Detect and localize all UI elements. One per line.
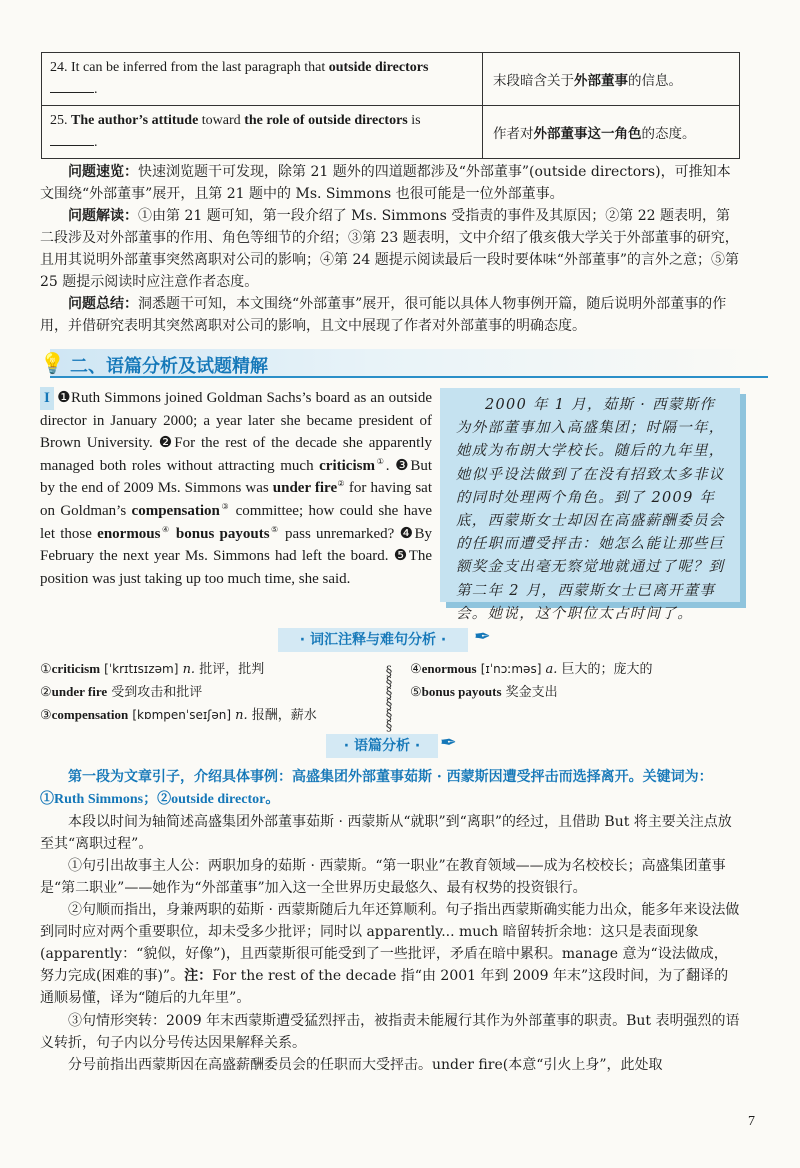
sentence-marker: ❺ bbox=[393, 548, 409, 565]
chain-divider: § § § § § § bbox=[385, 664, 393, 734]
discourse-intro-text: 第一段为文章引子，介绍具体事例：高盛集团外部董事茹斯 · 西蒙斯因遭受抨击而选择离开。关键词为：① bbox=[40, 769, 713, 807]
question-24-en bbox=[42, 53, 483, 106]
question-text: toward bbox=[198, 113, 245, 128]
question-zh-keyword: 外部董事 bbox=[574, 73, 628, 89]
vocab-ipa: [kɒmpenˈseɪʃən] bbox=[132, 708, 231, 722]
sentence-5: The position was just taking up too much time, she said. bbox=[40, 548, 433, 587]
vocab-definition: 奖金支出 bbox=[505, 685, 558, 700]
lightbulb-icon: 💡 bbox=[40, 351, 65, 375]
question-keyword: The author’s attitude bbox=[71, 113, 199, 128]
vocab-pos: n. bbox=[182, 662, 196, 677]
question-end: . bbox=[94, 135, 98, 150]
section-title: 二、语篇分析及试题精解 bbox=[70, 356, 268, 377]
translation-box bbox=[440, 388, 740, 622]
vocab-word: enormous bbox=[97, 525, 161, 542]
sentence-marker: ❷ bbox=[158, 435, 175, 452]
sentence-4: By February the next year Ms. Simmons had left the board. bbox=[40, 525, 433, 565]
discourse-paragraph bbox=[40, 899, 740, 1009]
analysis-overview bbox=[40, 161, 740, 205]
question-zh-text: 的态度。 bbox=[641, 126, 696, 142]
vocab-word: compensation bbox=[51, 707, 129, 722]
answer-blank bbox=[50, 80, 94, 93]
sentence-2: For the rest of the decade she apparently managed both roles without attracting much bbox=[40, 435, 432, 474]
question-keyword: outside directors bbox=[328, 60, 429, 75]
vocab-list-left bbox=[40, 658, 380, 727]
question-number: 24. bbox=[50, 60, 68, 75]
vocab-item bbox=[410, 681, 740, 704]
sentence-marker: ❸ bbox=[395, 457, 411, 474]
analysis-summary bbox=[40, 293, 740, 337]
sentence-3: for having sat on Goldman’s bbox=[40, 480, 432, 519]
quill-icon: ✒ bbox=[440, 730, 457, 754]
vocab-word: criticism bbox=[319, 457, 375, 474]
question-25-zh bbox=[483, 106, 740, 159]
question-25-en bbox=[42, 106, 483, 159]
sentence-marker: ❶ bbox=[56, 390, 71, 406]
vocab-word: bonus payouts bbox=[175, 525, 270, 542]
question-text: It can be inferred from the last paragraph that bbox=[71, 60, 329, 75]
question-row-24 bbox=[42, 53, 740, 106]
vocab-word: compensation bbox=[131, 502, 220, 519]
translation-text: 2000 年 1 月，茹斯 · 西蒙斯作为外部董事加入高盛集团；时隔一年，她成为布朗大学校长。随后的九年里，她似乎设法做到了在没有招致太多非议的同时处理两个角色。到了 2009 年底，西蒙斯女士却因在高盛薪酬委员会的任职而遭受抨击：她怎么能让那些巨额奖金支出毫无察觉地就通过了呢？到第二年 2 月，西蒙斯女士已离开董事会。她说，这个职位太占时间了。 bbox=[456, 397, 725, 622]
question-number: 25. bbox=[50, 113, 68, 128]
analysis-text: 洞悉题干可知，本文围绕“外部董事”展开，很可能以具体人物事例开篇，随后说明外部董事的作用，并借研究表明其突然离职对公司的影响，且文中展现了作者对外部董事的明确态度。 bbox=[40, 296, 727, 334]
vocab-item bbox=[410, 658, 740, 681]
sentence-marker: ❹ bbox=[399, 525, 415, 542]
keyword: outside director bbox=[171, 792, 266, 807]
quill-icon: ✒ bbox=[474, 624, 491, 648]
vocab-word: enormous bbox=[421, 661, 477, 676]
sentence-3: pass unremarked? bbox=[279, 525, 395, 542]
discourse-text: ②句顺而指出，身兼两职的茹斯 · 西蒙斯随后九年还算顺利。句子指出西蒙斯确实能力出众，能多年来设法做到同时应对两个重要职位，却未受多少批评；同时以 apparently... much 暗留转折余地：这只是表面现象(apparently：“貌似，好像”)，且西蒙斯很可能受到了一些批评，矛盾在暗中累积。manage 意为“设法做成，努力完成(困难的事)”。 bbox=[40, 902, 740, 984]
discourse-intro-text: ；② bbox=[143, 791, 172, 807]
vocab-list-right bbox=[410, 658, 740, 704]
footnote-mark: ④ bbox=[160, 524, 171, 534]
question-zh-text: 末段暗含关于 bbox=[493, 73, 574, 89]
discourse-intro bbox=[40, 766, 740, 811]
discourse-text: ③句情形突转：2009 年末西蒙斯遭受猛烈抨击，被指责未能履行其作为外部董事的职责。But 表明强烈的语义转折，句子内以分号传达因果解释关系。 bbox=[40, 1013, 740, 1051]
vocab-word: under fire bbox=[51, 684, 108, 699]
discourse-paragraph bbox=[40, 855, 740, 899]
analysis-interpretation bbox=[40, 205, 740, 293]
sentence-1: Ruth Simmons joined Goldman Sachs’s board as an outside director in January 2000; a year later she became president of Brown University. bbox=[40, 390, 433, 452]
question-end: . bbox=[94, 82, 98, 97]
discourse-paragraph bbox=[40, 811, 740, 855]
footnote-mark: ③ bbox=[219, 501, 231, 511]
analysis-text: 快速浏览题干可发现，除第 21 题外的四道题都涉及“外部董事”(outside directors)，可推知本文围绕“外部董事”展开，且第 21 题中的 Ms. Simmons 也很可能是一位外部董事。 bbox=[40, 164, 731, 202]
vocab-item bbox=[40, 658, 380, 681]
vocab-number: ② bbox=[40, 685, 52, 700]
discourse-paragraph bbox=[40, 1010, 740, 1054]
vocab-word: bonus payouts bbox=[421, 684, 502, 699]
discourse-intro-text: 。 bbox=[265, 791, 280, 807]
vocab-number: ④ bbox=[410, 662, 422, 677]
question-table bbox=[41, 52, 740, 159]
vocab-definition: 巨大的；庞大的 bbox=[561, 662, 653, 677]
question-zh-keyword: 外部董事这一角色 bbox=[533, 126, 642, 142]
discourse-paragraph bbox=[40, 1054, 740, 1076]
page-number: 7 bbox=[748, 1114, 755, 1129]
discourse-title-text: · 语篇分析 · bbox=[343, 738, 421, 754]
analysis-label: 问题总结： bbox=[68, 296, 138, 312]
discourse-text: ①句引出故事主人公：两职加身的茹斯 · 西蒙斯。“第一职业”在教育领域——成为名校校长；高盛集团董事是“第二职业”——她作为“外部董事”加入这一全世界历史最悠久、最有权势的投资银行。 bbox=[40, 858, 726, 896]
vocab-definition: 批评，批判 bbox=[199, 662, 265, 677]
question-24-zh bbox=[483, 53, 740, 106]
note-label: 注： bbox=[184, 968, 213, 984]
discourse-text: 本段以时间为轴简述高盛集团外部董事茹斯 · 西蒙斯从“就职”到“离职”的经过，且借助 But 将主要关注点放至其“离职过程”。 bbox=[40, 814, 732, 852]
section-banner bbox=[34, 349, 768, 377]
vocab-item bbox=[40, 704, 380, 727]
english-passage bbox=[40, 387, 432, 590]
vocab-number: ⑤ bbox=[410, 685, 422, 700]
keyword: Ruth Simmons bbox=[54, 792, 144, 807]
question-zh-text: 的信息。 bbox=[628, 73, 682, 89]
vocab-definition: 报酬，薪水 bbox=[251, 708, 317, 723]
question-text: is bbox=[407, 113, 421, 128]
vocab-number: ③ bbox=[40, 708, 52, 723]
sentence-3: committee; how could she have let those bbox=[40, 502, 432, 542]
discourse-section-title bbox=[326, 734, 438, 758]
vocab-title-text: · 词汇注释与难句分析 · bbox=[299, 632, 447, 648]
footnote-mark: ⑤ bbox=[269, 524, 280, 534]
discourse-text: 分号前指出西蒙斯因在高盛薪酬委员会的任职而大受抨击。under fire(本意“引火上身”，此处取 bbox=[68, 1057, 663, 1073]
vocab-pos: n. bbox=[235, 708, 248, 723]
footnote-mark: ② bbox=[337, 479, 345, 489]
discourse-text: For the rest of the decade 指“由 2001 年到 2009 年末”这段时间，为了翻译的通顺易懂，译为“随后的九年里”。 bbox=[40, 968, 729, 1006]
sentence-end: . bbox=[385, 457, 390, 474]
vocab-pos: a. bbox=[545, 662, 558, 677]
sentence-3: But by the end of 2009 Ms. Simmons was bbox=[40, 457, 433, 497]
vocab-item bbox=[40, 681, 380, 704]
vocab-word: under fire bbox=[272, 480, 338, 497]
footnote-mark: ① bbox=[374, 456, 386, 466]
paragraph-number: I bbox=[40, 387, 54, 410]
analysis-text: ①由第 21 题可知，第一段介绍了 Ms. Simmons 受指责的事件及其原因；②第 22 题表明，第二段涉及对外部董事的作用、角色等细节的介绍；③第 23 题表明，文中介绍了俄亥俄大学关于外部董事的研究，且用其说明外部董事突然离职对公司的影响；④第 24 题提示阅读最后一段时要体味“外部董事”的言外之意；⑤第 25 题提示阅读时应注意作者态度。 bbox=[40, 208, 740, 290]
vocab-word: criticism bbox=[51, 661, 101, 676]
analysis-label: 问题速览： bbox=[68, 164, 138, 180]
analysis-label: 问题解读： bbox=[68, 208, 138, 224]
vocab-ipa: [ˈkrɪtɪsɪzəm] bbox=[104, 662, 179, 676]
question-zh-text: 作者对 bbox=[493, 126, 534, 142]
question-row-25 bbox=[42, 106, 740, 159]
vocab-definition: 受到攻击和批评 bbox=[111, 685, 203, 700]
vocab-ipa: [ɪˈnɔːməs] bbox=[480, 662, 542, 676]
vocab-number: ① bbox=[40, 662, 52, 677]
vocab-section-title bbox=[278, 628, 468, 652]
answer-blank bbox=[50, 133, 94, 146]
question-keyword: the role of outside directors bbox=[244, 113, 408, 128]
